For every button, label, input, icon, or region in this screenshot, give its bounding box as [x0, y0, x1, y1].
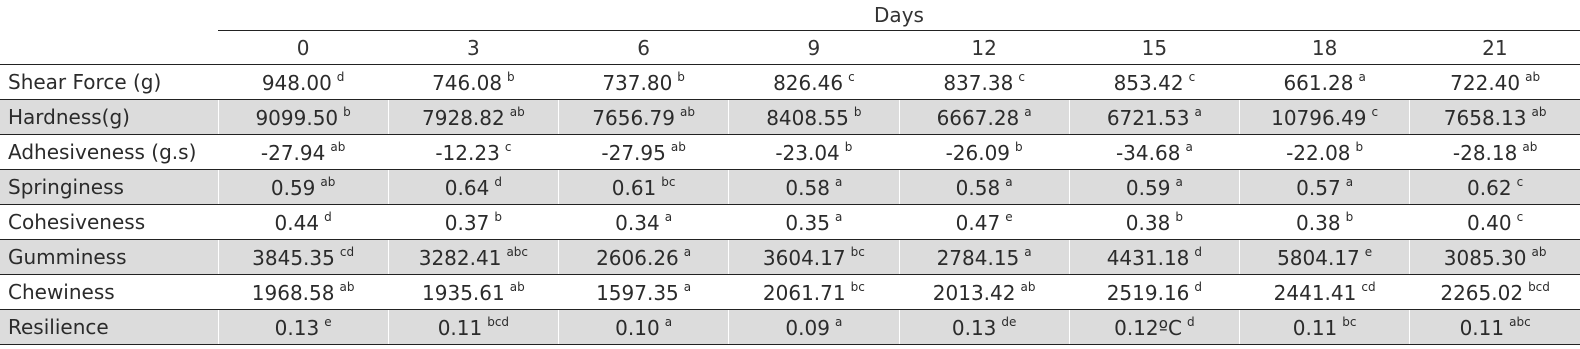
significance-letters: ab: [670, 139, 686, 154]
table-cell: [218, 100, 388, 135]
table-cell: [1410, 170, 1580, 205]
significance-letters: cd: [1361, 279, 1376, 294]
table-row: [0, 275, 1580, 310]
table-cell: [559, 275, 729, 310]
significance-letters: bc: [850, 244, 865, 259]
table-row: [0, 205, 1580, 240]
table-row: [0, 65, 1580, 100]
table-cell: [559, 135, 729, 170]
cell-value: 4431.18: [1106, 245, 1190, 270]
cell-value: 1935.61: [422, 280, 505, 305]
table-row: [0, 135, 1580, 170]
table-cell: [1240, 65, 1410, 100]
significance-letters: d: [336, 69, 345, 84]
cell-value: 0.58: [955, 175, 1001, 200]
table-cell: [1240, 275, 1410, 310]
table-cell: [388, 240, 558, 275]
significance-letters: a: [1358, 69, 1366, 84]
significance-letters: ab: [330, 139, 346, 154]
row-label: Hardness(g): [0, 100, 218, 135]
table-cell: [1240, 100, 1410, 135]
table-body: [0, 65, 1580, 345]
significance-letters: d: [324, 209, 332, 224]
table-cell: [1410, 310, 1580, 345]
day-header: 18: [1240, 31, 1410, 65]
significance-letters: c: [1018, 69, 1025, 84]
day-header: 21: [1410, 31, 1580, 65]
table-row: [0, 100, 1580, 135]
significance-letters: abc: [506, 244, 529, 259]
table-cell: [388, 275, 558, 310]
row-label: Gumminess: [0, 240, 218, 275]
cell-value: 0.37: [444, 210, 490, 235]
day-header: 3: [388, 31, 558, 65]
significance-letters: c: [1188, 69, 1196, 84]
cell-value: 0.59: [270, 175, 316, 200]
cell-value: -28.18: [1452, 140, 1518, 165]
table-cell: [899, 275, 1069, 310]
table-cell: [559, 100, 729, 135]
table-cell: [218, 170, 388, 205]
cell-value: 0.47: [955, 210, 1001, 235]
table-cell: [1410, 65, 1580, 100]
significance-letters: b: [1015, 139, 1023, 154]
cell-value: 853.42: [1113, 70, 1184, 95]
significance-letters: ab: [1522, 139, 1538, 154]
table-row: [0, 310, 1580, 345]
table-cell: [729, 205, 899, 240]
cell-value: 0.34: [615, 210, 660, 235]
table-cell: [899, 100, 1069, 135]
cell-value: 7656.79: [592, 105, 675, 130]
significance-letters: de: [1001, 314, 1017, 329]
day-header: 0: [218, 31, 388, 65]
cell-value: 0.11: [1292, 315, 1338, 340]
table-cell: [899, 240, 1069, 275]
cell-value: 0.38: [1296, 210, 1341, 235]
cell-value: -26.09: [945, 140, 1011, 165]
cell-value: 2265.02: [1440, 280, 1524, 305]
cell-value: 0.11: [1459, 315, 1505, 340]
cell-value: -12.23: [435, 140, 500, 165]
cell-value: 0.09: [785, 315, 830, 340]
cell-value: 2606.26: [596, 245, 679, 270]
significance-letters: b: [1175, 209, 1183, 224]
cell-value: -34.68: [1115, 140, 1181, 165]
significance-letters: ab: [339, 279, 355, 294]
table-cell: [559, 205, 729, 240]
table-cell: [1069, 65, 1239, 100]
significance-letters: d: [1187, 314, 1195, 329]
cell-value: 948.00: [261, 70, 332, 95]
significance-letters: ab: [1531, 104, 1547, 119]
row-label: Adhesiveness (g.s): [0, 135, 218, 170]
day-header: 15: [1069, 31, 1239, 65]
significance-letters: bcd: [487, 314, 510, 329]
cell-value: 8408.55: [766, 105, 849, 130]
significance-letters: ab: [1531, 244, 1547, 259]
cell-value: 7658.13: [1443, 105, 1527, 130]
table-cell: [729, 275, 899, 310]
significance-letters: b: [343, 104, 351, 119]
table-cell: [729, 65, 899, 100]
significance-letters: c: [504, 139, 512, 154]
cell-value: 6721.53: [1106, 105, 1190, 130]
corner-cell: [0, 0, 218, 31]
cell-value: 0.13: [274, 315, 320, 340]
significance-letters: b: [853, 104, 862, 119]
significance-letters: ab: [679, 104, 695, 119]
significance-letters: b: [507, 69, 515, 84]
days-header: Days: [218, 0, 1580, 31]
table-cell: [1069, 310, 1239, 345]
group-header-row: [0, 0, 1580, 31]
cell-value: -27.94: [260, 140, 326, 165]
significance-letters: b: [844, 139, 853, 154]
row-label: Springiness: [0, 170, 218, 205]
significance-letters: a: [834, 209, 843, 224]
significance-letters: a: [834, 314, 843, 329]
cell-value: 661.28: [1283, 70, 1354, 95]
table-cell: [1410, 135, 1580, 170]
significance-letters: cd: [339, 244, 355, 259]
day-header: 12: [899, 31, 1069, 65]
cell-value: 0.11: [437, 315, 483, 340]
cell-value: 0.64: [444, 175, 490, 200]
table-cell: [1069, 100, 1239, 135]
table-cell: [1410, 205, 1580, 240]
significance-letters: b: [1355, 139, 1364, 154]
table-cell: [218, 275, 388, 310]
significance-letters: ab: [320, 174, 336, 189]
cell-value: -27.95: [601, 140, 666, 165]
cell-value: 3282.41: [418, 245, 502, 270]
table-cell: [1240, 205, 1410, 240]
table-cell: [1410, 275, 1580, 310]
significance-letters: a: [1345, 174, 1354, 189]
cell-value: 3604.17: [762, 245, 846, 270]
table-cell: [218, 205, 388, 240]
cell-value: 837.38: [943, 70, 1014, 95]
significance-letters: bcd: [1528, 279, 1550, 294]
cell-value: 2061.71: [762, 280, 846, 305]
significance-letters: bc: [661, 174, 676, 189]
significance-letters: abc: [1509, 314, 1531, 329]
table-cell: [1069, 135, 1239, 170]
significance-letters: a: [1024, 104, 1032, 119]
row-label: Chewiness: [0, 275, 218, 310]
significance-letters: bc: [1342, 314, 1357, 329]
day-header: 6: [559, 31, 729, 65]
cell-value: 737.80: [602, 70, 673, 95]
significance-letters: ab: [1525, 69, 1541, 84]
significance-letters: a: [1194, 104, 1202, 119]
cell-value: 3085.30: [1443, 245, 1527, 270]
significance-letters: d: [1194, 244, 1203, 259]
significance-letters: b: [1345, 209, 1354, 224]
cell-value: 0.13: [951, 315, 997, 340]
table-cell: [899, 135, 1069, 170]
cell-value: 2519.16: [1106, 280, 1190, 305]
row-label: Cohesiveness: [0, 205, 218, 240]
table-cell: [388, 65, 558, 100]
table-cell: [1069, 240, 1239, 275]
table-cell: [218, 65, 388, 100]
cell-value: 0.44: [274, 210, 320, 235]
significance-letters: a: [683, 244, 692, 259]
table-cell: [899, 205, 1069, 240]
table-cell: [559, 65, 729, 100]
significance-letters: ab: [509, 279, 525, 294]
cell-value: 0.58: [785, 175, 830, 200]
table-cell: [559, 240, 729, 275]
corner-cell-lower: [0, 31, 218, 65]
table-cell: [388, 310, 558, 345]
significance-letters: a: [1175, 174, 1183, 189]
significance-letters: a: [1005, 174, 1013, 189]
table-cell: [218, 240, 388, 275]
significance-letters: e: [1005, 209, 1013, 224]
cell-value: 0.38: [1125, 210, 1171, 235]
table-cell: [1069, 205, 1239, 240]
significance-letters: d: [494, 174, 502, 189]
cell-value: 1597.35: [596, 280, 679, 305]
cell-value: 6667.28: [936, 105, 1020, 130]
cell-value: 2441.41: [1273, 280, 1357, 305]
significance-letters: e: [1364, 244, 1373, 259]
table-cell: [899, 65, 1069, 100]
significance-letters: a: [1185, 139, 1193, 154]
significance-letters: b: [677, 69, 685, 84]
table-cell: [559, 310, 729, 345]
day-header: 9: [729, 31, 899, 65]
cell-value: -22.08: [1286, 140, 1351, 165]
table-row: [0, 170, 1580, 205]
table-cell: [1410, 100, 1580, 135]
cell-value: -23.04: [775, 140, 840, 165]
cell-value: 2013.42: [932, 280, 1016, 305]
table-cell: [388, 170, 558, 205]
table-cell: [1069, 170, 1239, 205]
significance-letters: c: [848, 69, 855, 84]
cell-value: 0.59: [1125, 175, 1171, 200]
cell-value: 0.10: [615, 315, 660, 340]
cell-value: 722.40: [1450, 70, 1521, 95]
table-cell: [388, 135, 558, 170]
table-cell: [1410, 240, 1580, 275]
table-cell: [218, 135, 388, 170]
table-cell: [1240, 240, 1410, 275]
table-cell: [388, 100, 558, 135]
cell-value: 0.35: [785, 210, 830, 235]
table-row: [0, 240, 1580, 275]
significance-letters: c: [1516, 209, 1524, 224]
cell-value: 5804.17: [1277, 245, 1360, 270]
significance-letters: b: [494, 209, 502, 224]
table-cell: [559, 170, 729, 205]
row-label: Resilience: [0, 310, 218, 345]
cell-value: 3845.35: [252, 245, 335, 270]
cell-value: 0.57: [1296, 175, 1341, 200]
table-cell: [729, 100, 899, 135]
cell-value: 10796.49: [1271, 105, 1367, 130]
significance-letters: a: [664, 209, 673, 224]
cell-value: 0.40: [1467, 210, 1512, 235]
cell-value: 826.46: [773, 70, 844, 95]
table-cell: [899, 170, 1069, 205]
cell-value: 1968.58: [251, 280, 335, 305]
cell-value: 2784.15: [936, 245, 1020, 270]
table-cell: [1240, 310, 1410, 345]
table-cell: [218, 310, 388, 345]
table-cell: [729, 170, 899, 205]
table-cell: [1069, 275, 1239, 310]
significance-letters: d: [1194, 279, 1203, 294]
significance-letters: a: [683, 279, 692, 294]
table-cell: [729, 240, 899, 275]
significance-letters: bc: [850, 279, 865, 294]
significance-letters: c: [1516, 174, 1524, 189]
significance-letters: e: [324, 314, 332, 329]
significance-letters: c: [1371, 104, 1379, 119]
table-cell: [899, 310, 1069, 345]
table-cell: [729, 135, 899, 170]
cell-value: 9099.50: [255, 105, 339, 130]
significance-letters: ab: [1020, 279, 1036, 294]
significance-letters: a: [1024, 244, 1032, 259]
significance-letters: a: [664, 314, 673, 329]
table-cell: [1240, 135, 1410, 170]
cell-value: 0.62: [1467, 175, 1512, 200]
cell-value: 0.12ºC: [1114, 315, 1183, 340]
table-cell: [729, 310, 899, 345]
cell-value: 7928.82: [422, 105, 505, 130]
cell-value: 0.61: [611, 175, 657, 200]
significance-letters: a: [834, 174, 843, 189]
table-cell: [388, 205, 558, 240]
table-cell: [1240, 170, 1410, 205]
day-header-row: [0, 31, 1580, 65]
significance-letters: ab: [509, 104, 525, 119]
cell-value: 746.08: [432, 70, 503, 95]
row-label: Shear Force (g): [0, 65, 218, 100]
